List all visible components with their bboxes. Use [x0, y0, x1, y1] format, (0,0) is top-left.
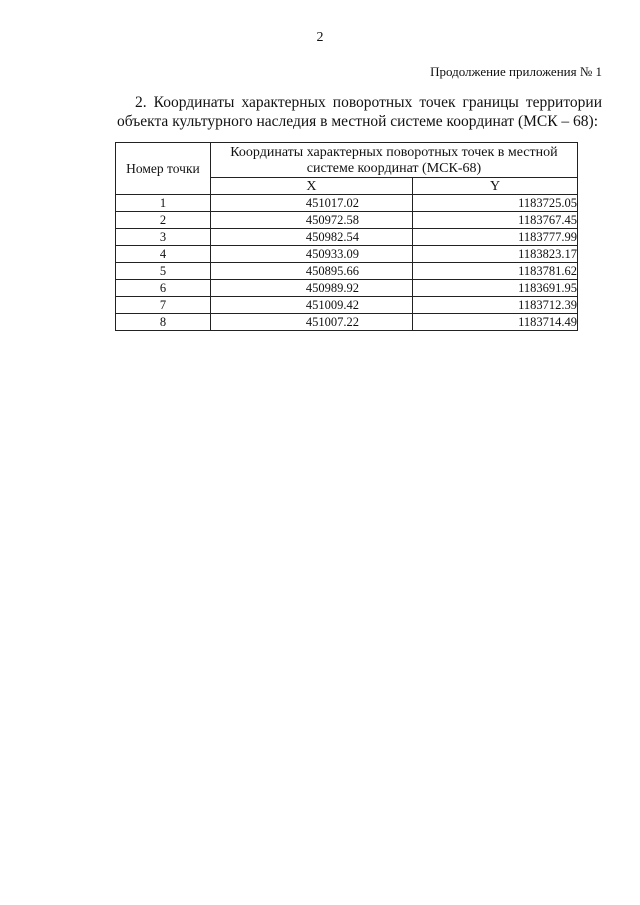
x-coordinate-cell: 450933.09 — [210, 246, 412, 263]
y-coordinate-cell: 1183725.05 — [413, 195, 578, 212]
column-header-point-number: Номер точки — [116, 143, 211, 195]
y-coordinate-cell: 1183781.62 — [413, 263, 578, 280]
y-coordinate-cell: 1183712.39 — [413, 297, 578, 314]
point-number-cell: 2 — [116, 212, 211, 229]
y-coordinate-cell: 1183823.17 — [413, 246, 578, 263]
x-coordinate-cell: 451017.02 — [210, 195, 412, 212]
y-coordinate-cell: 1183691.95 — [413, 280, 578, 297]
annex-title: Продолжение приложения № 1 — [430, 64, 602, 79]
section-heading — [117, 93, 602, 131]
x-coordinate-cell: 450989.92 — [210, 280, 412, 297]
x-coordinate-cell: 451007.22 — [210, 314, 412, 331]
y-coordinate-cell: 1183777.99 — [413, 229, 578, 246]
point-number-cell: 6 — [116, 280, 211, 297]
point-number-cell: 3 — [116, 229, 211, 246]
point-number-cell: 1 — [116, 195, 211, 212]
table-row — [116, 246, 578, 263]
table-row — [116, 280, 578, 297]
x-coordinate-cell: 450982.54 — [210, 229, 412, 246]
x-coordinate-cell: 450972.58 — [210, 212, 412, 229]
column-header-y: Y — [413, 178, 578, 195]
point-number-cell: 5 — [116, 263, 211, 280]
table-row — [116, 212, 578, 229]
table-row — [116, 314, 578, 331]
section-heading-text: 2. Координаты характерных поворотных точек границы территории объекта культурного наследия в местной системе координат (МСК – 68): — [117, 94, 602, 130]
point-number-cell: 7 — [116, 297, 211, 314]
column-header-x: X — [210, 178, 412, 195]
y-coordinate-cell: 1183714.49 — [413, 314, 578, 331]
column-header-coordinates: Координаты характерных поворотных точек в местной системе координат (МСК-68) — [210, 143, 577, 178]
x-coordinate-cell: 450895.66 — [210, 263, 412, 280]
table-row — [116, 229, 578, 246]
x-coordinate-cell: 451009.42 — [210, 297, 412, 314]
table-row — [116, 263, 578, 280]
table-row — [116, 195, 578, 212]
coordinates-table — [115, 142, 578, 331]
page-number: 2 — [316, 30, 324, 45]
point-number-cell: 8 — [116, 314, 211, 331]
y-coordinate-cell: 1183767.45 — [413, 212, 578, 229]
point-number-cell: 4 — [116, 246, 211, 263]
table-row — [116, 297, 578, 314]
